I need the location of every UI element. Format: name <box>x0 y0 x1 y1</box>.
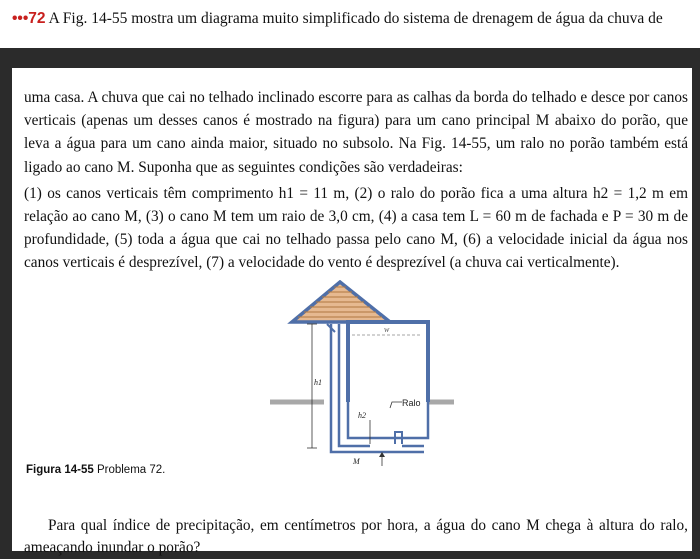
downspout-inner <box>339 324 370 446</box>
drainage-diagram <box>252 280 462 470</box>
problem-header-text: A Fig. 14-55 mostra um diagrama muito simplificado do sistema de drenagem de água da chuva de <box>48 10 663 27</box>
paragraph-2: (1) os canos verticais têm comprimento h1 = 11 m, (2) o ralo do porão fica a uma altura h2 = 1,2 m em relação ao cano M, (3) o cano M tem um raio de 3,0 cm, (4) a casa tem L = 60 m de fachada e P = 30 m de profundidade, (5) toda a água que cai no telhado passa pelo cano M, (6) a velocidade inicial da água nos canos verticais é desprezível, (7) a velocidade do vento é desprezível (a chuva cai verticalmente). <box>24 184 688 272</box>
h1-label: h1 <box>314 378 322 387</box>
problem-number: 72 <box>28 10 46 27</box>
figure-caption <box>26 464 165 476</box>
page-gap <box>0 48 700 68</box>
downspout-outer <box>331 324 424 452</box>
main-pipe-label: M <box>353 457 360 466</box>
paragraph-1: uma casa. A chuva que cai no telhado inclinado escorre para as calhas da borda do telhado e desce por canos verticais (apenas um desses canos é mostrado na figura) para um cano principal M abaixo do porão, que leva a água para um cano ainda maior, situado no subsolo. Na Fig. 14-55, um ralo no porão também está ligado ao cano M. Suponha que as seguintes condições são verdadeiras: <box>24 89 688 176</box>
h2-label: h2 <box>358 411 366 420</box>
drain-leader <box>390 402 402 408</box>
difficulty-marker: ••• <box>12 10 29 27</box>
problem-question: Para qual índice de precipitação, em centímetros por hora, a água do cano M chega à altura do ralo, ameaçando inundar o porão? <box>24 517 688 557</box>
caption-label: Figura 14-55 <box>26 464 94 476</box>
problem-header <box>12 10 663 28</box>
page <box>12 68 692 557</box>
drain-label: Ralo <box>402 398 421 408</box>
problem-header-strip <box>0 0 700 48</box>
problem-body <box>24 86 688 275</box>
caption-text: Problema 72. <box>96 464 166 476</box>
house-walls <box>348 322 428 402</box>
width-label: w <box>384 325 390 334</box>
